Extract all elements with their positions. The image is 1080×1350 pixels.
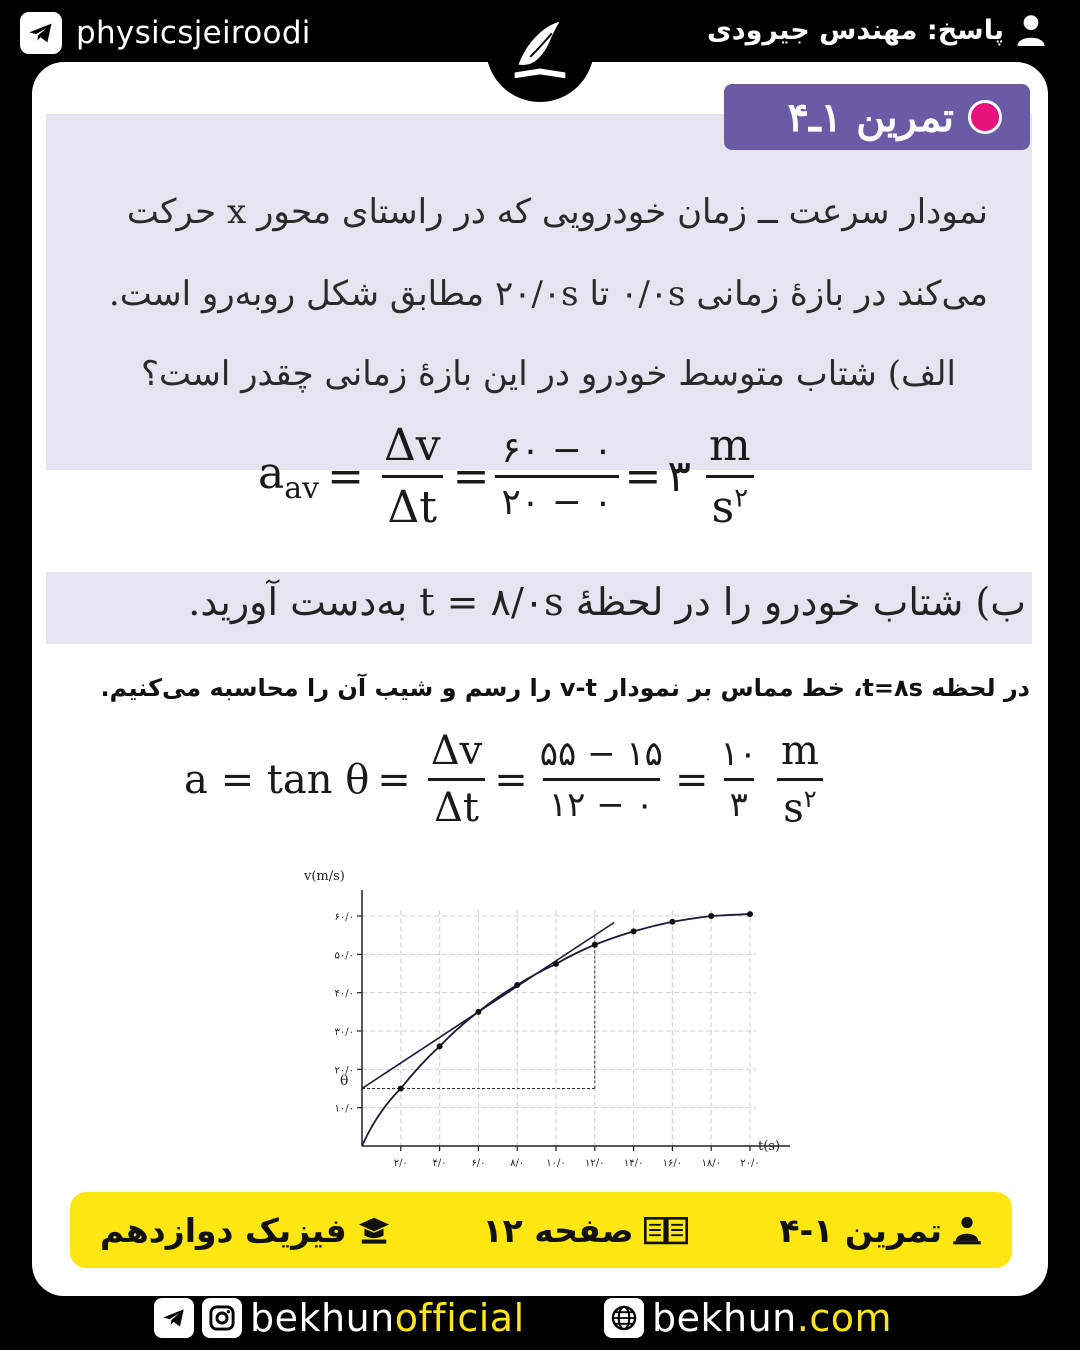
website-link[interactable] [604,1296,892,1340]
formula2-frac-delta [425,728,488,831]
formula2-lhs: a = tan θ [184,756,370,803]
book-icon [644,1214,688,1246]
formula2-result-den: ۳ [724,778,754,825]
formula2-frac-values [534,734,669,825]
formula2-delta-v: Δv [430,728,483,775]
answer-credit-text: پاسخ: مهندس جیرودی [707,14,1004,46]
chart-ticks [335,912,760,1169]
exercise-badge-text: تمرین ۱ـ۴ [787,93,954,141]
data-point [398,1086,404,1092]
formula2-unit-den: $s^۲$ [777,778,822,831]
question-line-2: می‌کند در بازهٔ زمانی ۰/۰s تا ۲۰/۰s مطابق شکل روبه‌رو است. [108,274,988,314]
bekhun-logo-icon [501,12,579,90]
instagram-icon [202,1298,242,1338]
part-b-text: ب) شتاب خودرو را در لحظهٔ t = ۸/۰s به‌دست آورید. [188,580,1026,624]
data-point [437,1043,443,1049]
data-point [747,911,753,917]
formula2-value-den: ۱۲ − ۰ [543,778,660,825]
formula1-value-den: ۲۰ − ۰ [495,475,618,523]
y-tick-label: ۲۰/۰ [334,1065,354,1077]
formula2-eq-3: = [674,756,709,803]
formula1-eq-3: = [624,451,662,502]
website-text: bekhun.com [652,1296,893,1340]
y-tick-label: ۱۰/۰ [334,1103,354,1115]
footer-exercise [779,1211,982,1250]
x-tick-label: ۲۰/۰ [740,1158,760,1169]
telegram-icon [20,12,62,54]
footer-exercise-text: تمرین ۱-۴ [779,1210,942,1250]
question-line-1: نمودار سرعت ــ زمان خودرویی که در راستای محور x حرکت [126,192,988,232]
data-point [553,961,559,967]
formula1-delta-v: Δv [383,420,441,471]
question-line-3: الف) شتاب متوسط خودرو در این بازهٔ زمانی چقدر است؟ [140,354,956,394]
brand-logo [486,0,594,102]
formula2-value-num: ۵۵ − ۱۵ [539,734,663,775]
formula1-delta-t: Δt [382,475,443,533]
footer-book-text: فیزیک دوازدهم [100,1210,347,1250]
formula1-unit-den: $s^۲$ [706,475,755,533]
formula1-value-num: ۶۰ − ۰ [501,430,613,471]
y-tick-label: ۵۰/۰ [334,950,354,962]
footer-page [482,1211,687,1250]
content-card [32,62,1048,1296]
exercise-badge [724,84,1030,150]
x-tick-label: ۶/۰ [471,1158,486,1169]
telegram-handle[interactable] [20,12,311,54]
formula2-frac-result [714,734,763,825]
x-tick-label: ۱۶/۰ [662,1158,683,1169]
bottom-bar [0,1296,1080,1350]
formula1-frac-delta [378,420,447,533]
footer-page-text: صفحه ۱۲ [482,1210,634,1250]
chart-grid [362,910,756,1146]
x-tick-label: ۲/۰ [393,1158,408,1169]
average-acceleration-formula [258,420,763,533]
formula1-unit-num: m [709,420,751,471]
x-tick-label: ۱۰/۰ [546,1158,566,1169]
chart-series [362,911,753,1146]
data-point [514,982,520,988]
data-point [475,1009,481,1015]
velocity-time-chart [296,862,796,1172]
formula2-unit-num: m [781,728,819,774]
data-point [669,919,675,925]
graduation-cap-icon [357,1215,391,1245]
social-handle-text: bekhunofficial [250,1296,525,1340]
tangent-line [362,923,614,1089]
chart-y-label: v(m/s) [304,869,345,884]
footer-bar [70,1192,1012,1268]
x-tick-label: ۸/۰ [510,1158,525,1169]
badge-dot-icon [968,100,1002,134]
formula1-eq-1: = [327,451,364,502]
telegram-icon [154,1298,194,1338]
formula1-unit [703,420,757,533]
user-icon [1016,14,1046,46]
chart-x-label: t(s) [758,1139,781,1154]
formula2-eq-1: = [377,756,411,803]
formula2-unit [775,728,825,831]
x-tick-label: ۱۸/۰ [701,1158,721,1169]
x-tick-label: ۱۲/۰ [585,1158,605,1169]
social-link[interactable] [154,1296,525,1340]
data-point [631,928,637,934]
y-tick-label: ۶۰/۰ [334,912,354,923]
teacher-icon [952,1215,982,1245]
formula1-result: ۳ [667,451,692,502]
y-tick-label: ۳۰/۰ [334,1027,354,1038]
formula1-eq-2: = [452,451,490,502]
telegram-handle-text: physicsjeiroodi [76,15,311,51]
formula1-frac-values [495,430,618,523]
instantaneous-acceleration-formula [184,728,831,831]
globe-icon [604,1298,644,1338]
data-point [708,913,714,919]
formula2-delta-t: Δt [428,778,485,831]
tangent-note: در لحظه t=۸s، خط مماس بر نمودار v-t را رسم و شیب آن را محاسبه می‌کنیم. [100,674,1030,702]
x-tick-label: ۱۴/۰ [623,1158,644,1169]
x-tick-label: ۴/۰ [432,1158,447,1169]
chart-angle-label: θ [340,1073,349,1089]
formula2-result-num: ۱۰ [720,734,757,775]
data-point [592,942,598,948]
footer-book [100,1211,391,1250]
formula2-eq-2: = [494,756,528,803]
y-tick-label: ۴۰/۰ [334,988,354,1000]
formula1-lhs: $a_{av}$ [258,447,320,506]
answer-credit [707,14,1046,46]
